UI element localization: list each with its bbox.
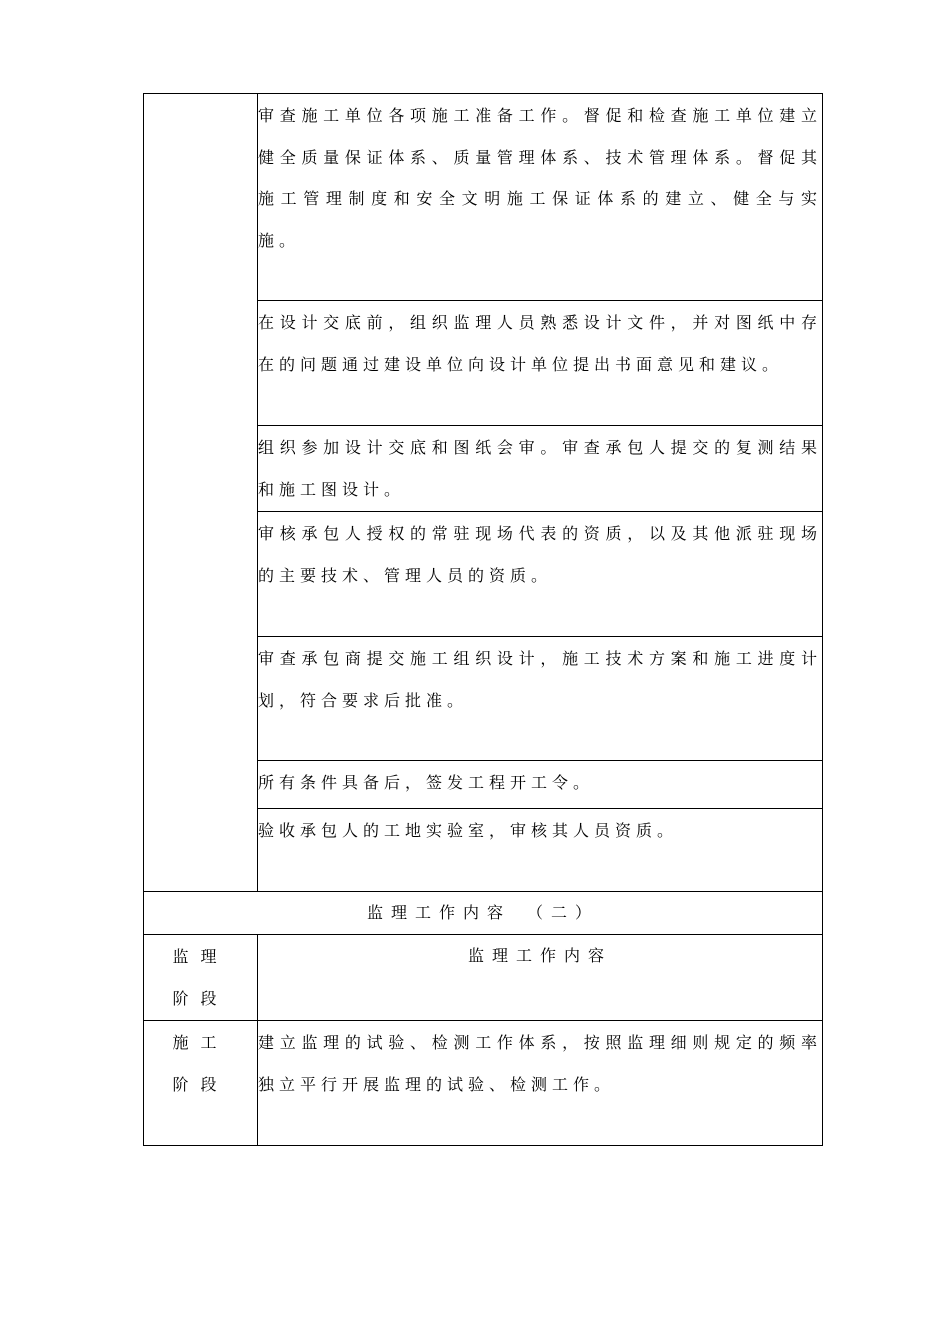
content-cell (258, 637, 823, 761)
stage-line1: 施工 (172, 1033, 229, 1052)
section-title-cell (144, 892, 823, 935)
content-header-label: 监理工作内容 (467, 946, 612, 965)
content-text: 建立监理的试验、检测工作体系，按照监理细则规定的频率独立平行开展监理的试验、检测工作。 (258, 1033, 822, 1094)
content-cell (258, 809, 823, 892)
content-text: 验收承包人的工地实验室，审核其人员资质。 (258, 821, 679, 840)
header-row (144, 935, 823, 1021)
content-text: 所有条件具备后，签发工程开工令。 (258, 773, 595, 792)
table-row (144, 94, 823, 301)
stage-line2: 阶段 (172, 1074, 229, 1094)
content-cell (258, 761, 823, 809)
content-text: 审查施工单位各项施工准备工作。督促和检查施工单位建立健全质量保证体系、质量管理体系、技术管理体系。督促其施工管理制度和安全文明施工保证体系的建立、健全与实施。 (258, 106, 822, 250)
content-text: 在设计交底前，组织监理人员熟悉设计文件，并对图纸中存在的问题通过建设单位向设计单位提出书面意见和建议。 (258, 313, 822, 374)
stage-cell-empty (144, 94, 258, 892)
content-text: 审核承包人授权的常驻现场代表的资质，以及其他派驻现场的主要技术、管理人员的资质。 (258, 524, 822, 585)
stage-header-cell (144, 935, 258, 1021)
content-text: 组织参加设计交底和图纸会审。审查承包人提交的复测结果和施工图设计。 (258, 438, 822, 499)
stage-header-line1: 监理 (172, 947, 229, 966)
content-cell (258, 426, 823, 512)
stage-header-label (144, 935, 257, 1020)
supervision-table (143, 93, 823, 1146)
stage-label (144, 1021, 257, 1106)
content-cell (258, 94, 823, 301)
content-cell (258, 512, 823, 637)
content-cell (258, 1021, 823, 1146)
section-title: 监理工作内容 （二） (366, 903, 599, 922)
content-cell (258, 301, 823, 426)
stage-header-line2: 阶段 (172, 988, 229, 1008)
stage-cell (144, 1021, 258, 1146)
content-header-cell (258, 935, 823, 1021)
table-row (144, 1021, 823, 1146)
content-text: 审查承包商提交施工组织设计，施工技术方案和施工进度计划，符合要求后批准。 (258, 649, 822, 710)
section-title-row (144, 892, 823, 935)
